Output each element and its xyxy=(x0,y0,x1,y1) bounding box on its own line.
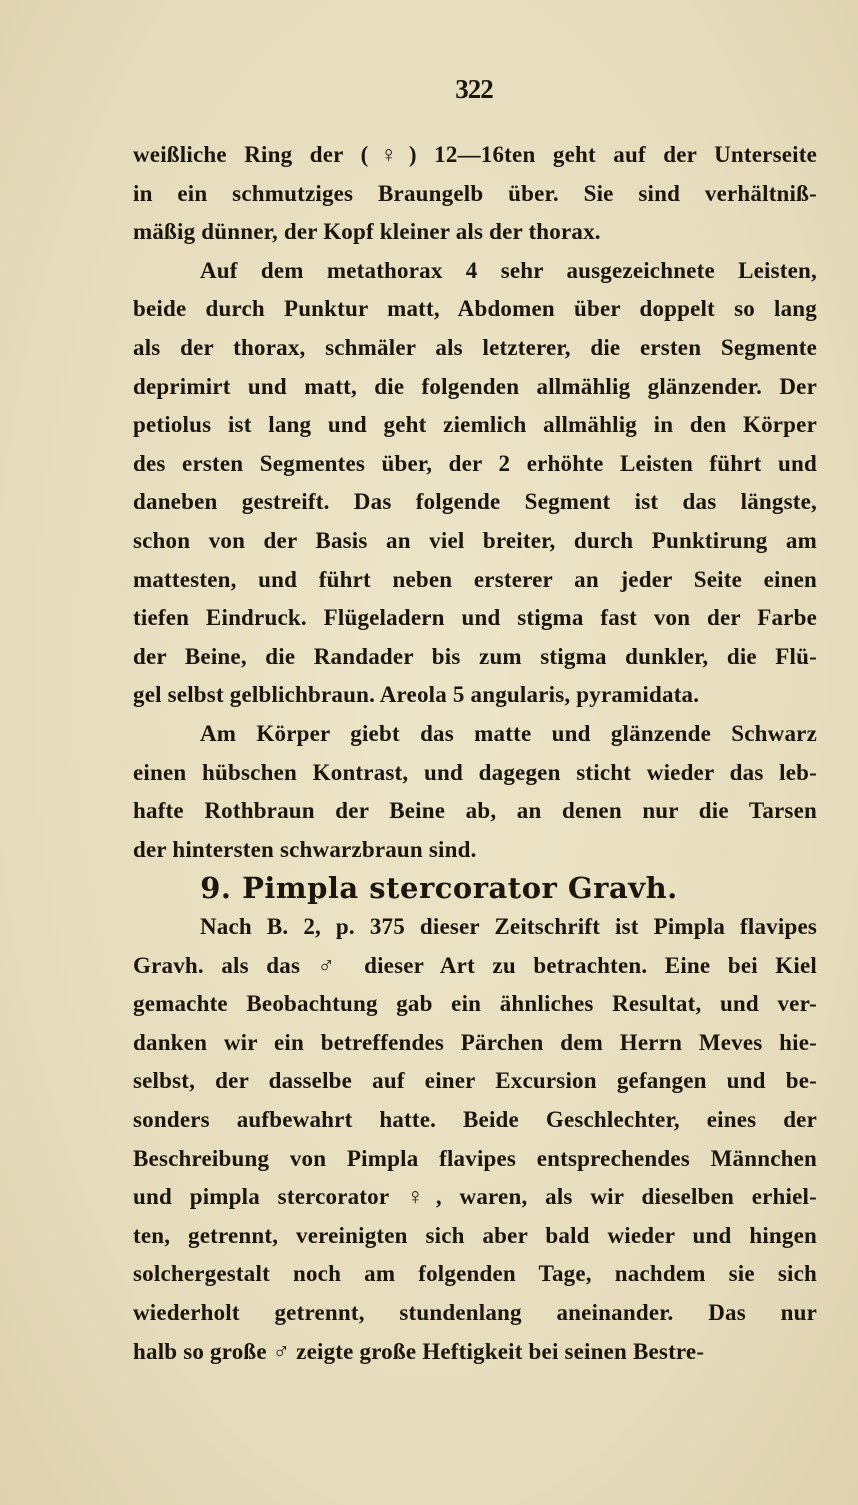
text-line: mattesten, und führt neben ersterer an jeder Seite einen xyxy=(133,566,817,592)
page-number: 322 xyxy=(455,74,493,104)
text-line: gemachte Beobachtung gab ein ähnliches Resultat, und ver- xyxy=(133,991,817,1017)
text-line: als der thorax, schmäler als letzterer, die ersten Segmente xyxy=(133,335,817,360)
text-line: und pimpla stercorator ♀, waren, als wir dieselben erhiel- xyxy=(133,1184,817,1210)
text-line: der Beine, die Randader bis zum stigma dunkler, die Flü- xyxy=(133,643,817,669)
text-line: halb so große ♂ zeigte große Heftigkeit bei seinen Bestre- xyxy=(133,1338,705,1364)
text-line: Am Körper giebt das matte und glänzende Schwarz xyxy=(200,721,817,746)
text-line: in ein schmutziges Braungelb über. Sie sind verhältniß- xyxy=(133,180,817,206)
text-line: Auf dem metathorax 4 sehr ausgezeichnete Leisten, xyxy=(200,257,817,283)
text-line: daneben gestreift. Das folgende Segment ist das längste, xyxy=(133,489,817,515)
text-line: schon von der Basis an viel breiter, durch Punktirung am xyxy=(133,528,817,553)
text-line: ten, getrennt, vereinigten sich aber bald wieder und hingen xyxy=(133,1222,817,1248)
text-line: weißliche Ring der (♀) 12—16ten geht auf der Unterseite xyxy=(133,142,817,167)
text-line: einen hübschen Kontrast, und dagegen sticht wieder das leb- xyxy=(133,759,817,785)
section-heading: 9. Pimpla stercorator Gravh. xyxy=(200,871,678,906)
text-line: wiederholt getrennt, stundenlang aneinander. Das nur xyxy=(133,1300,817,1325)
text-line: deprimirt und matt, die folgenden allmählig glänzender. Der xyxy=(133,373,817,399)
text-line: gel selbst gelblichbraun. Areola 5 angularis, pyramidata. xyxy=(133,682,700,708)
text-line: Gravh. als das ♂ dieser Art zu betrachten. Eine bei Kiel xyxy=(133,952,817,978)
text-line: mäßig dünner, der Kopf kleiner als der thorax. xyxy=(133,219,601,245)
text-line: Beschreibung von Pimpla flavipes entsprechendes Männchen xyxy=(133,1145,817,1171)
text-line: sonders aufbewahrt hatte. Beide Geschlechter, eines der xyxy=(133,1107,817,1132)
text-line: danken wir ein betreffendes Pärchen dem Herrn Meves hie- xyxy=(133,1029,817,1055)
text-line: hafte Rothbraun der Beine ab, an denen nur die Tarsen xyxy=(133,798,817,824)
text-line: der hintersten schwarzbraun sind. xyxy=(133,836,477,862)
text-line: beide durch Punktur matt, Abdomen über doppelt so lang xyxy=(133,296,817,322)
text-line: solchergestalt noch am folgenden Tage, nachdem sie sich xyxy=(133,1261,817,1287)
text-line: selbst, der dasselbe auf einer Excursion gefangen und be- xyxy=(133,1068,817,1094)
text-line: tiefen Eindruck. Flügeladern und stigma fast von der Farbe xyxy=(133,605,817,631)
text-line: petiolus ist lang und geht ziemlich allmählig in den Körper xyxy=(133,412,817,438)
text-line: des ersten Segmentes über, der 2 erhöhte Leisten führt und xyxy=(133,450,817,476)
text-line: Nach B. 2, p. 375 dieser Zeitschrift ist Pimpla flavipes xyxy=(200,914,817,939)
